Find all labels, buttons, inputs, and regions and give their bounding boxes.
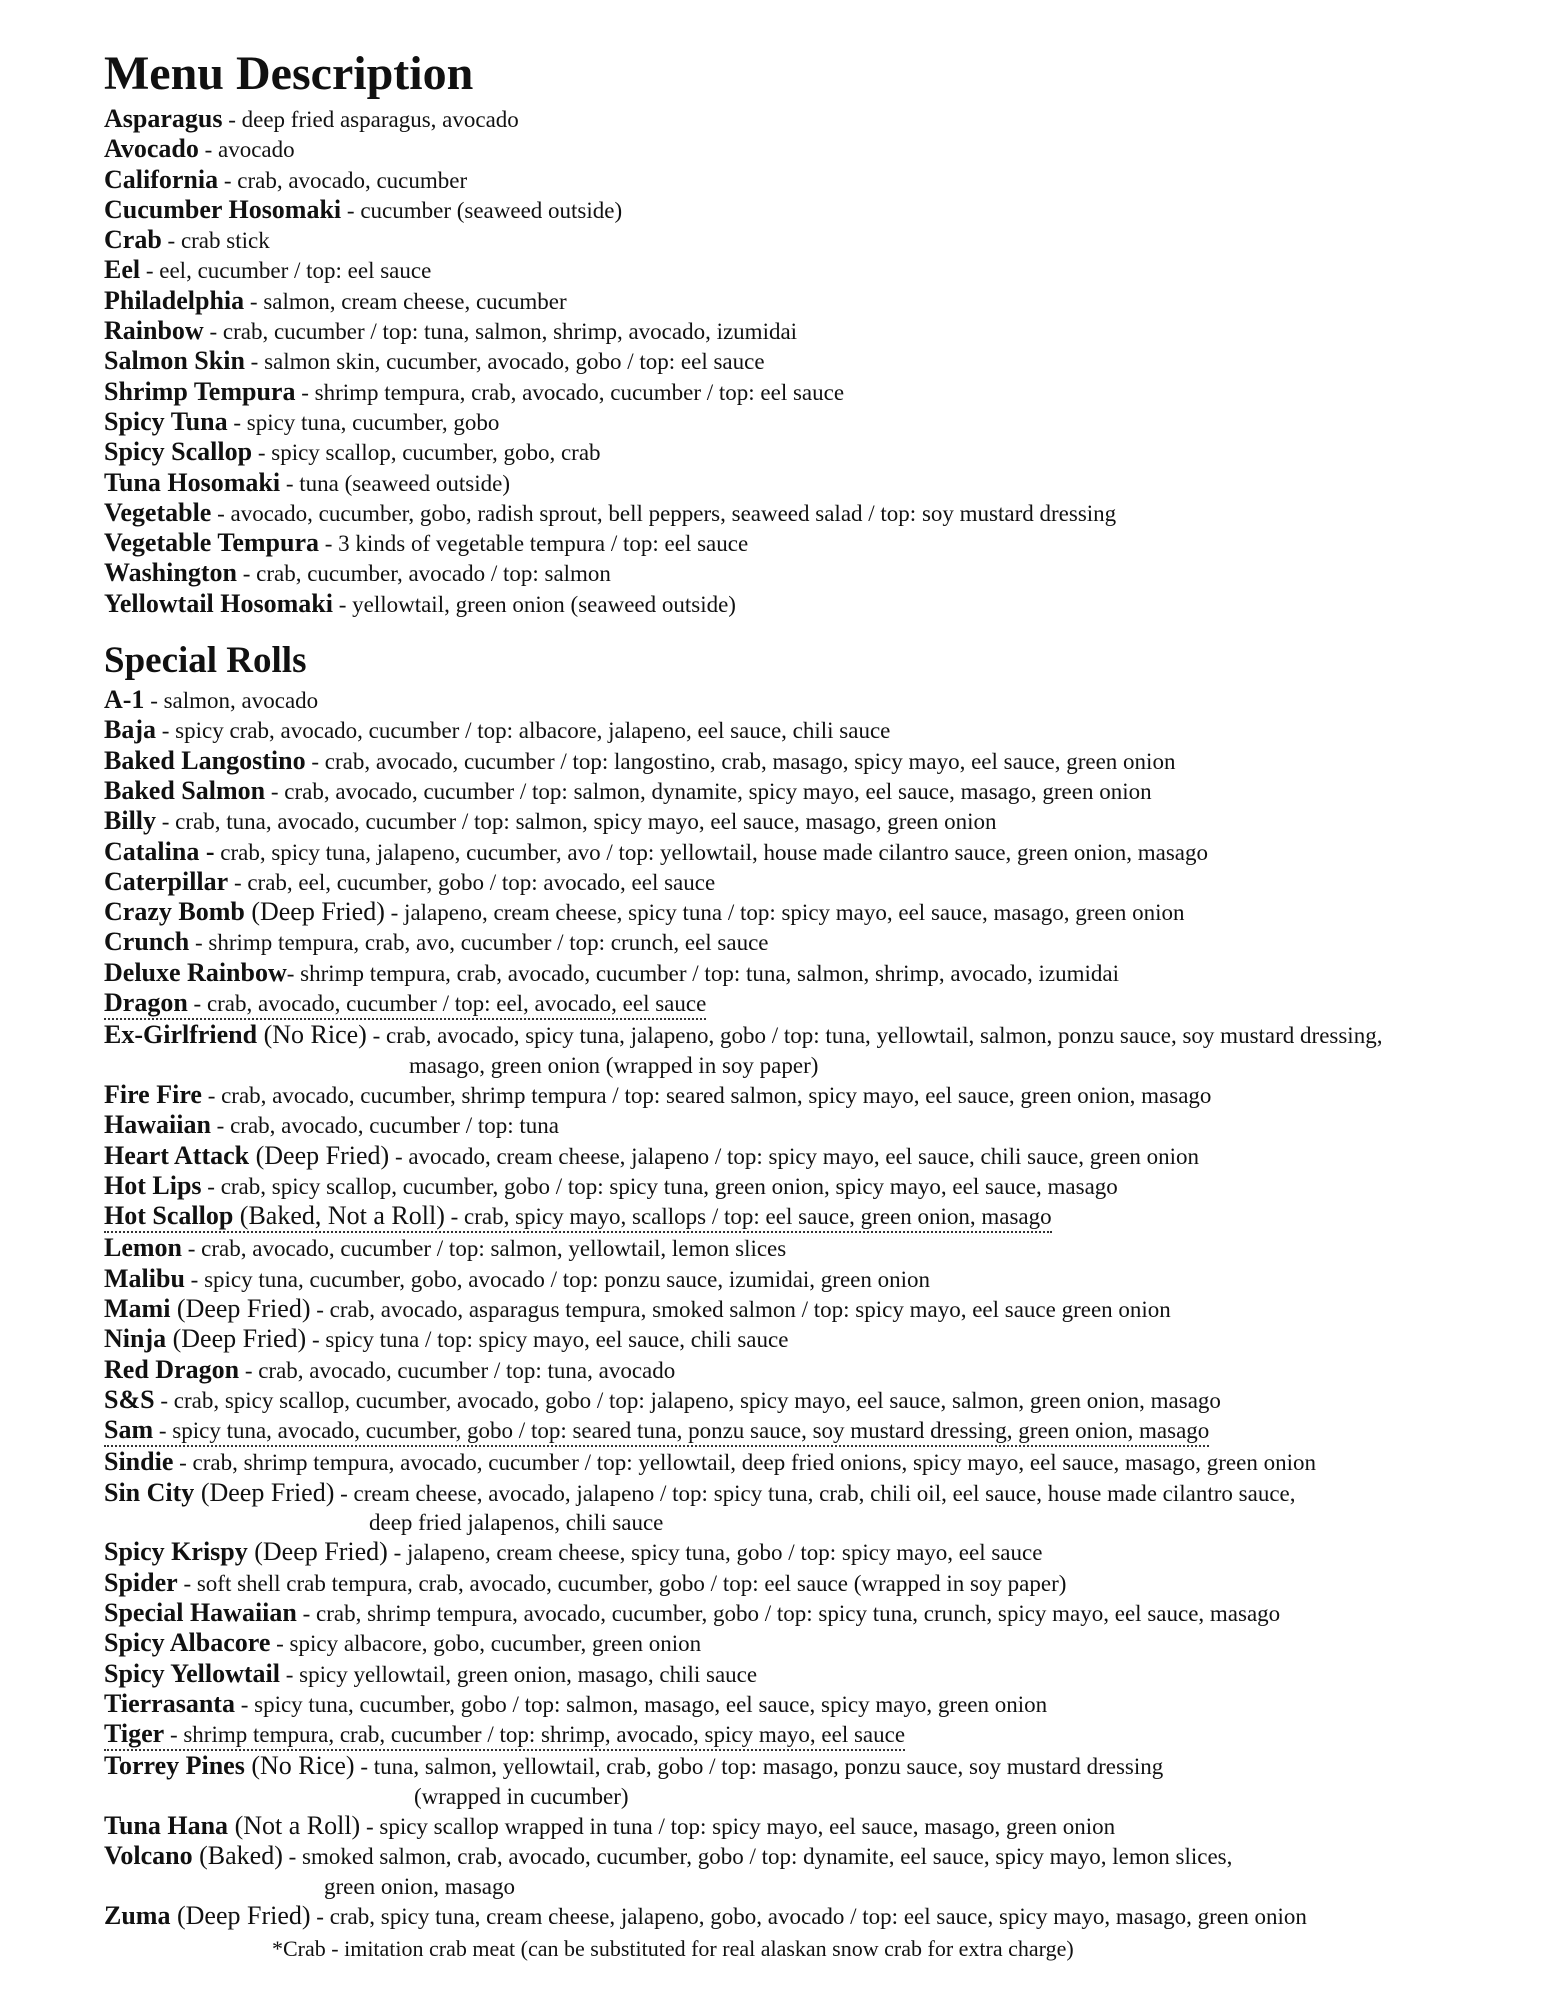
item-description: - shrimp tempura, crab, cucumber / top: shrimp, avocado, spicy mayo, eel sauce [164,1722,906,1748]
item-name: Salmon Skin [104,346,245,376]
item-description-continued: green onion, masago [324,1873,515,1899]
item-note: (No Rice) [244,1751,355,1781]
item-description: - crab, shrimp tempura, avocado, cucumber / top: yellowtail, deep fried onions, spicy mayo, eel sauce, masago, green onion [173,1450,1316,1476]
item-description: - spicy tuna, cucumber, gobo, avocado / top: ponzu sauce, izumidai, green onion [184,1266,931,1292]
special-menu-item [104,1689,1524,1719]
special-menu-item [104,1233,1524,1263]
item-description: crab, spicy tuna, jalapeno, cucumber, avo / top: yellowtail, house made cilantro sauce, green onion, masago [214,839,1209,865]
item-name: Catalina - [104,836,215,866]
dotted-underline [104,1415,1209,1447]
menu-item [104,407,1524,437]
special-rolls-heading: Special Rolls [104,640,307,682]
special-menu-item [104,1447,1524,1477]
item-name: Cucumber Hosomaki [104,194,342,224]
item-description: - crab, tuna, avocado, cucumber / top: salmon, spicy mayo, eel sauce, masago, green onion [156,809,997,835]
item-note: (Deep Fried) [194,1477,335,1507]
item-name: Spicy Scallop [104,437,253,467]
special-menu-item [104,1385,1524,1415]
item-description-continued: (wrapped in cucumber) [414,1783,629,1809]
item-description: - crab, avocado, cucumber / top: tuna [210,1113,559,1139]
menu-item [104,498,1524,528]
menu-page [104,44,1524,1931]
item-name: Caterpillar [104,866,229,896]
item-note: (Deep Fried) [247,1537,388,1567]
special-menu-item [104,1415,1524,1447]
special-menu-item [104,897,1524,927]
item-description: - crab, cucumber, avocado / top: salmon [236,561,611,587]
special-menu-item [104,1537,1524,1567]
special-menu-item [104,1841,1524,1901]
special-menu-item [104,1751,1524,1811]
menu-item [104,528,1524,558]
special-menu-item [104,988,1524,1020]
item-name: Rainbow [104,316,204,346]
item-note: (Baked) [192,1841,283,1871]
item-name: Philadelphia [104,285,245,315]
item-description: - crab, avocado, cucumber / top: langostino, crab, masago, spicy mayo, eel sauce, green onion [305,748,1176,774]
special-menu-item [104,1478,1524,1538]
item-name: Sindie [104,1447,174,1477]
footnote: *Crab - imitation crab meat (can be substituted for real alaskan snow crab for extra charge) [272,1936,1074,1961]
item-description: - smoked salmon, crab, avocado, cucumber, gobo / top: dynamite, eel sauce, spicy mayo, lemon slices, [282,1844,1233,1870]
item-description-continued: deep fried jalapenos, chili sauce [369,1510,664,1536]
menu-item [104,346,1524,376]
menu-item [104,225,1524,255]
item-name: Hawaiian [104,1110,211,1140]
item-description: - cucumber (seaweed outside) [341,197,623,223]
item-note: (Deep Fried) [170,1900,311,1930]
item-name: Tierrasanta [104,1688,235,1718]
special-menu-item [104,746,1524,776]
special-menu-item [104,1020,1524,1080]
item-description: - spicy scallop wrapped in tuna / top: spicy mayo, eel sauce, masago, green onion [360,1814,1116,1840]
item-description: - crab, avocado, cucumber, shrimp tempura / top: seared salmon, spicy mayo, eel sauce, green onion, masago [201,1082,1212,1108]
special-menu-item [104,1110,1524,1140]
item-description: - crab, avocado, spicy tuna, jalapeno, gobo / top: tuna, yellowtail, salmon, ponzu sauce, soy mustard dressing, [366,1023,1383,1049]
item-description: - crab, spicy scallop, cucumber, gobo / top: spicy tuna, green onion, spicy mayo, eel sauce, masago [201,1173,1118,1199]
special-menu-item [104,1901,1524,1931]
special-rolls-list [104,685,1524,1931]
menu-item [104,104,1524,134]
item-description: - spicy tuna, cucumber, gobo [227,409,500,435]
item-description: - crab, avocado, cucumber / top: tuna, avocado [239,1357,676,1383]
item-description: - shrimp tempura, crab, avocado, cucumber / top: tuna, salmon, shrimp, avocado, izumidai [286,960,1119,986]
item-description: - crab, cucumber / top: tuna, salmon, shrimp, avocado, izumidai [203,319,798,345]
item-description: - crab, avocado, cucumber [218,167,468,193]
item-name: Crunch [104,927,190,957]
item-description: - spicy tuna, avocado, cucumber, gobo / top: seared tuna, ponzu sauce, soy mustard dressing, green onion, masago [153,1418,1210,1444]
item-description: - deep fried asparagus, avocado [222,107,519,132]
menu-item [104,316,1524,346]
special-menu-item [104,1324,1524,1354]
item-name: Baja [104,715,156,745]
item-name: Eel [104,255,141,285]
item-description: - tuna (seaweed outside) [280,470,510,496]
item-name: Spicy Krispy [104,1537,248,1567]
item-name: Spicy Yellowtail [104,1658,280,1688]
item-description: - cream cheese, avocado, jalapeno / top: spicy tuna, crab, chili oil, eel sauce, house made cilantro sauce, [334,1480,1296,1506]
menu-item [104,255,1524,285]
dotted-underline [104,988,706,1020]
item-description: - salmon, cream cheese, cucumber [244,288,567,314]
item-name: Malibu [104,1263,185,1293]
item-description: - crab, avocado, asparagus tempura, smoked salmon / top: spicy mayo, eel sauce green onion [310,1296,1171,1322]
item-name: S&S [104,1384,155,1414]
item-description: - crab, eel, cucumber, gobo / top: avocado, eel sauce [228,869,716,895]
item-name: Heart Attack [104,1140,250,1170]
item-description: - crab, shrimp tempura, avocado, cucumber, gobo / top: spicy tuna, crunch, spicy mayo, eel sauce, masago [296,1600,1281,1626]
item-description: - spicy crab, avocado, cucumber / top: albacore, jalapeno, eel sauce, chili sauce [156,718,891,744]
special-menu-item [104,776,1524,806]
item-name: Washington [104,558,237,588]
item-description: - crab, avocado, cucumber / top: salmon, dynamite, spicy mayo, eel sauce, masago, green onion [265,778,1152,804]
item-name: Special Hawaiian [104,1597,297,1627]
special-menu-item [104,1568,1524,1598]
regular-rolls-list [104,104,1524,619]
item-name: Red Dragon [104,1354,240,1384]
item-name: California [104,164,219,194]
special-menu-item [104,685,1524,715]
item-name: Spider [104,1567,178,1597]
item-name: Vegetable [104,497,212,527]
item-name: Spicy Albacore [104,1628,271,1658]
item-description: - crab stick [161,228,270,254]
item-name: Dragon [104,988,188,1018]
item-description: - avocado [198,137,295,163]
item-name: Tuna Hana [104,1811,229,1841]
special-menu-item [104,1080,1524,1110]
special-menu-item [104,1811,1524,1841]
item-description: - spicy yellowtail, green onion, masago, chili sauce [279,1661,758,1687]
item-description: - shrimp tempura, crab, avo, cucumber / top: crunch, eel sauce [189,930,769,956]
menu-item [104,377,1524,407]
special-menu-item [104,927,1524,957]
special-menu-item [104,806,1524,836]
item-description: - crab, spicy tuna, cream cheese, jalapeno, gobo, avocado / top: eel sauce, spicy mayo, masago, green onion [310,1903,1307,1929]
item-note: (Deep Fried) [244,897,385,927]
menu-item [104,286,1524,316]
item-name: Baked Salmon [104,775,266,805]
item-description: - crab, spicy mayo, scallops / top: eel sauce, green onion, masago [444,1204,1052,1230]
special-menu-item [104,1264,1524,1294]
item-name: Hot Lips [104,1170,202,1200]
menu-item [104,437,1524,467]
item-description: - avocado, cucumber, gobo, radish sprout, bell peppers, seaweed salad / top: soy mustard dressing [211,500,1117,526]
item-name: Shrimp Tempura [104,376,296,406]
special-menu-item [104,1171,1524,1201]
item-description: - salmon, avocado [144,688,319,714]
item-name: Yellowtail Hosomaki [104,588,333,618]
item-description: - avocado, cream cheese, jalapeno / top: spicy mayo, eel sauce, chili sauce, green onion [389,1143,1199,1169]
item-description: - spicy albacore, gobo, cucumber, green onion [270,1631,702,1657]
item-name: Sam [104,1415,154,1445]
item-name: Asparagus [104,104,223,133]
item-name: Billy [104,806,157,836]
item-note: (Baked, Not a Roll) [233,1201,445,1231]
item-description: - 3 kinds of vegetable tempura / top: eel sauce [319,531,749,557]
special-menu-item [104,1294,1524,1324]
item-name: Ninja [104,1324,167,1354]
item-name: Baked Langostino [104,745,306,775]
menu-item [104,468,1524,498]
item-name: Tuna Hosomaki [104,467,281,497]
item-description: - eel, cucumber / top: eel sauce [140,258,432,284]
item-name: Volcano [104,1841,193,1871]
special-menu-item [104,867,1524,897]
item-name: Crazy Bomb [104,897,245,927]
item-name: Ex-Girlfriend [104,1020,258,1050]
item-name: Tiger [104,1719,165,1749]
menu-item [104,589,1524,619]
item-description-continued: masago, green onion (wrapped in soy paper) [409,1052,819,1078]
item-description: - spicy scallop, cucumber, gobo, crab [252,440,601,466]
special-menu-item [104,1628,1524,1658]
special-menu-item [104,837,1524,867]
item-name: Zuma [104,1900,171,1930]
item-description: - jalapeno, cream cheese, spicy tuna / top: spicy mayo, eel sauce, masago, green onion [384,900,1185,926]
item-name: Hot Scallop [104,1201,234,1231]
menu-item [104,134,1524,164]
item-description: - soft shell crab tempura, crab, avocado, cucumber, gobo / top: eel sauce (wrapped in soy paper) [177,1570,1067,1596]
item-name: Torrey Pines [104,1751,245,1781]
item-name: Fire Fire [104,1079,202,1109]
item-note: (Deep Fried) [170,1293,311,1323]
item-note: (Deep Fried) [166,1324,307,1354]
item-description: - shrimp tempura, crab, avocado, cucumber / top: eel sauce [295,379,845,405]
special-menu-item [104,1659,1524,1689]
item-name: Sin City [104,1477,195,1507]
item-name: Lemon [104,1233,182,1263]
item-name: Mami [104,1293,171,1323]
page-title: Menu Description [104,47,474,100]
item-description: - crab, avocado, cucumber / top: salmon, yellowtail, lemon slices [182,1236,787,1262]
item-description: - salmon skin, cucumber, avocado, gobo / top: eel sauce [244,349,765,375]
item-note: (Not a Roll) [228,1811,361,1841]
special-menu-item [104,715,1524,745]
dotted-underline [104,1719,905,1751]
special-menu-item [104,1355,1524,1385]
item-note: (Deep Fried) [249,1140,390,1170]
item-name: Deluxe Rainbow [104,957,287,987]
item-description: - tuna, salmon, yellowtail, crab, gobo / top: masago, ponzu sauce, soy mustard dressing [354,1754,1164,1780]
menu-item [104,558,1524,588]
item-description: - spicy tuna, cucumber, gobo / top: salmon, masago, eel sauce, spicy mayo, green onion [234,1691,1048,1717]
special-menu-item [104,1719,1524,1751]
item-name: Spicy Tuna [104,406,228,436]
item-name: Vegetable Tempura [104,528,319,558]
item-name: Crab [104,225,162,255]
special-menu-item [104,1141,1524,1171]
dotted-underline [104,1201,1052,1233]
item-description: - yellowtail, green onion (seaweed outside) [332,591,736,617]
item-description: - crab, avocado, cucumber / top: eel, avocado, eel sauce [187,991,707,1017]
special-menu-item [104,958,1524,988]
special-menu-item [104,1201,1524,1233]
item-description: - jalapeno, cream cheese, spicy tuna, gobo / top: spicy mayo, eel sauce [387,1540,1043,1566]
item-name: Avocado [104,134,199,164]
menu-item [104,195,1524,225]
item-description: - spicy tuna / top: spicy mayo, eel sauce, chili sauce [306,1327,789,1353]
special-menu-item [104,1598,1524,1628]
item-name: A-1 [104,685,145,715]
item-description: - crab, spicy scallop, cucumber, avocado, gobo / top: jalapeno, spicy mayo, eel sauce, salmon, green onion, masago [154,1387,1221,1413]
item-note: (No Rice) [257,1020,367,1050]
menu-item [104,165,1524,195]
